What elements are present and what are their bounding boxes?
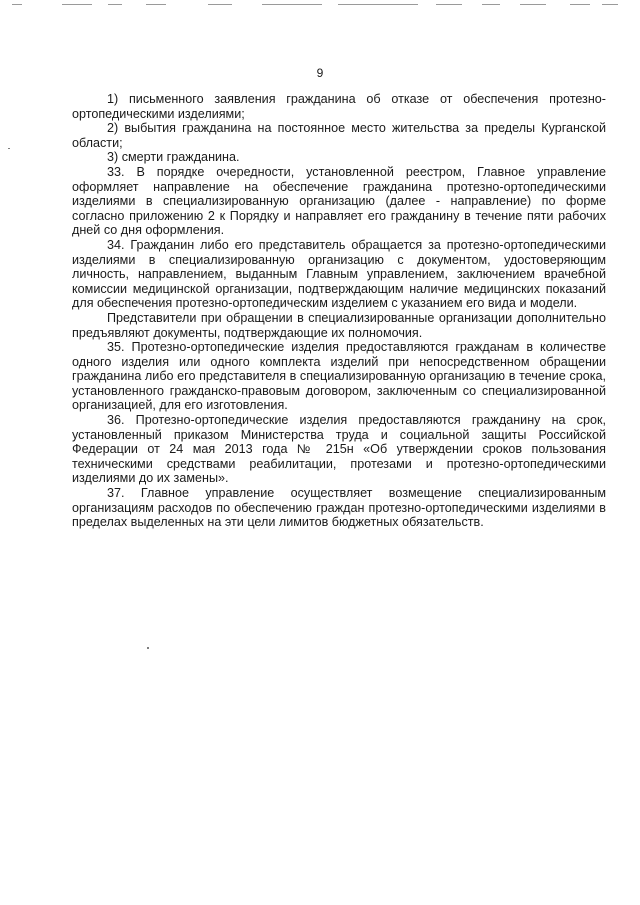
paragraph-item-2: 2) выбытия гражданина на постоянное место жительства за пределы Курганской области; bbox=[72, 121, 606, 150]
paragraph-34: 34. Гражданин либо его представитель обращается за протезно-ортопедическими изделиями в специализированную организацию с документом, удостоверяющим личность, направлением, выданным Главным управлением, заключением врачебной комиссии медицинской организации, подтверждающим наличие медицинских показаний для обеспечения протезно-ортопедическим изделием с указанием его вида и модели. bbox=[72, 237, 606, 311]
paragraph-35: 35. Протезно-ортопедические изделия предоставляются гражданам в количестве одного изделия или одного комплекта изделий при непосредственном обращении гражданина либо его представителя в специализированную организацию в течение срока, установленного гражданско-правовым договором, заключенным со специализированной организацией, для его изготовления. bbox=[72, 340, 606, 413]
paragraph-item-1: 1) письменного заявления гражданина об отказе от обеспечения протезно-ортопедическими изделиями; bbox=[72, 92, 606, 121]
scan-speck bbox=[8, 148, 10, 149]
scan-speck bbox=[147, 647, 149, 649]
paragraph-36: 36. Протезно-ортопедические изделия предоставляются гражданину на срок, установленный приказом Министерства труда и социальной защиты Российской Федерации от 24 мая 2013 года № 215н «Об утверждении сроков пользования техническими средствами реабилитации, протезами и протезно-ортопедическими изделиями до их замены». bbox=[72, 413, 606, 486]
paragraph-33: 33. В порядке очередности, установленной реестром, Главное управление оформляет направление на обеспечение гражданина протезно-ортопедическими изделиями в специализированную организацию (далее - направление) по форме согласно приложению 2 к Порядку и направляет его гражданину в течение пяти рабочих дней со дня оформления. bbox=[72, 164, 606, 238]
paragraph-representatives: Представители при обращении в специализированные организации дополнительно предъявляют документы, подтверждающие их полномочия. bbox=[72, 310, 606, 340]
page-number: 9 bbox=[316, 66, 324, 80]
paragraph-item-3: 3) смерти гражданина. bbox=[107, 150, 240, 165]
document-body bbox=[72, 92, 606, 530]
paragraph-37: 37. Главное управление осуществляет возмещение специализированным организациям расходов по обеспечению граждан протезно-ортопедическими изделиями в пределах выделенных на эти цели лимитов бюджетных обязательств. bbox=[72, 486, 606, 530]
scan-artifact-top-edge bbox=[0, 0, 640, 10]
